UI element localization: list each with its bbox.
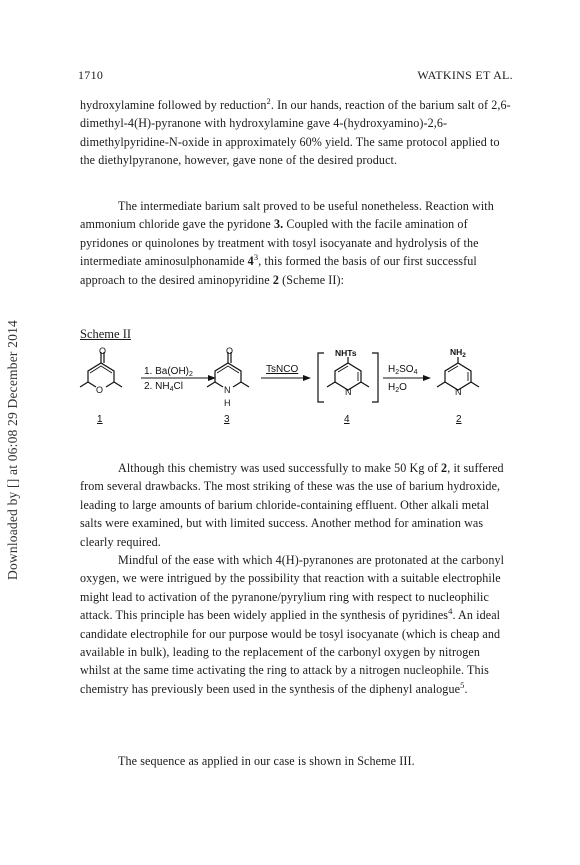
scheme-ii-diagram (78, 345, 508, 430)
page-number: 1710 (78, 68, 104, 82)
paragraph-2: The intermediate barium salt proved to be useful nonetheless. Reaction with ammonium chloride gave the pyridone 3. Coupled with the facile amination of pyridones or quinolones by treatment with tosyl isocyanate and hydrolysis of the intermediate aminosulphonamide $4^3$, this formed the basis of our first successful approach to the desired aminopyridine 2 (Scheme II): (80, 199, 494, 287)
atom-n: N (345, 387, 352, 397)
arrowhead-3 (423, 375, 431, 381)
download-watermark: Downloaded by [] at 06:08 29 December 2014 (5, 320, 20, 580)
atom-n: N (455, 387, 462, 397)
reagent-nh4cl: 2. $NH_4Cl$ (144, 381, 183, 393)
compound-1-label: 1 (97, 414, 103, 425)
atom-o: O (226, 346, 234, 356)
reference-4[interactable]: 4 (448, 606, 453, 617)
compound-4-structure (327, 357, 369, 390)
nhts-group: NHTs (335, 348, 357, 358)
atom-h: H (224, 398, 231, 408)
paragraph-1: hydroxylamine followed by reduction$^2$. In our hands, reaction of the barium salt of 2,6-dimethyl-4(H)-pyranone with hydroxylamine gave 4-(hydroxyamino)-2,6-dimethylpyridine-N-oxide in approximately 60% yield. The same protocol applied to the diethylpyranone, however, gave none of the desired product. (80, 96, 511, 168)
atom-o: O (96, 385, 104, 395)
compound-1-structure (80, 352, 122, 387)
running-head-authors: WATKINS ET AL. (417, 68, 513, 82)
compound-2-label: 2 (456, 414, 462, 425)
reagent-tsnco: TsNCO (266, 364, 299, 375)
reagent-h2so4: $H_2SO_4$ (388, 364, 418, 376)
page-header (76, 68, 513, 84)
atom-o: O (99, 346, 107, 356)
compound-4-label: 4 (344, 414, 350, 425)
paragraph-3: Although this chemistry was used successfully to make 50 Kg of 2, it suffered from several drawbacks. The most striking of these was the use of barium hydroxide, leading to large amounts of barium chloride-containing effluent. Other alkali metal salts were examined, but with limited success. Another method for amination was clearly required. (80, 461, 504, 549)
reference-2[interactable]: 2 (266, 96, 271, 106)
scheme-label: Scheme II (80, 327, 132, 341)
paragraph-4: Mindful of the ease with which 4(H)-pyranones are protonated at the carbonyl oxygen, we were intrigued by the possibility that reaction with a suitable electrophile might lead to activation of the pyranone/pyrylium ring with respect to nucleophilic attack. This principle has been widely applied in the synthesis of pyridines$^4$. An ideal candidate electrophile for our purpose would be tosyl isocyanate (which is cheap and available in bulk), leading to the replacement of the carbonyl oxygen by nitrogen whilst at the same time activating the ring to attack by a nitrogen nucleophile. This chemistry has previously been used in the synthesis of the diphenyl analogue$^5$. (80, 553, 505, 696)
reagent-h2o: $H_2O$ (388, 382, 407, 394)
reagent-ba-oh2: 1. $Ba(OH)_2$ (144, 366, 193, 378)
compound-3-label: 3 (224, 414, 230, 425)
reference-5[interactable]: 5 (460, 679, 465, 690)
atom-n: N (224, 385, 231, 395)
arrowhead-2 (303, 375, 311, 381)
reference-3[interactable]: 3 (253, 252, 259, 263)
compound-2-structure (437, 357, 479, 390)
compound-3-structure (207, 352, 249, 387)
nh2-group: $NH_2$ (450, 347, 466, 359)
paragraph-5: The sequence as applied in our case is shown in Scheme III. (118, 754, 415, 768)
